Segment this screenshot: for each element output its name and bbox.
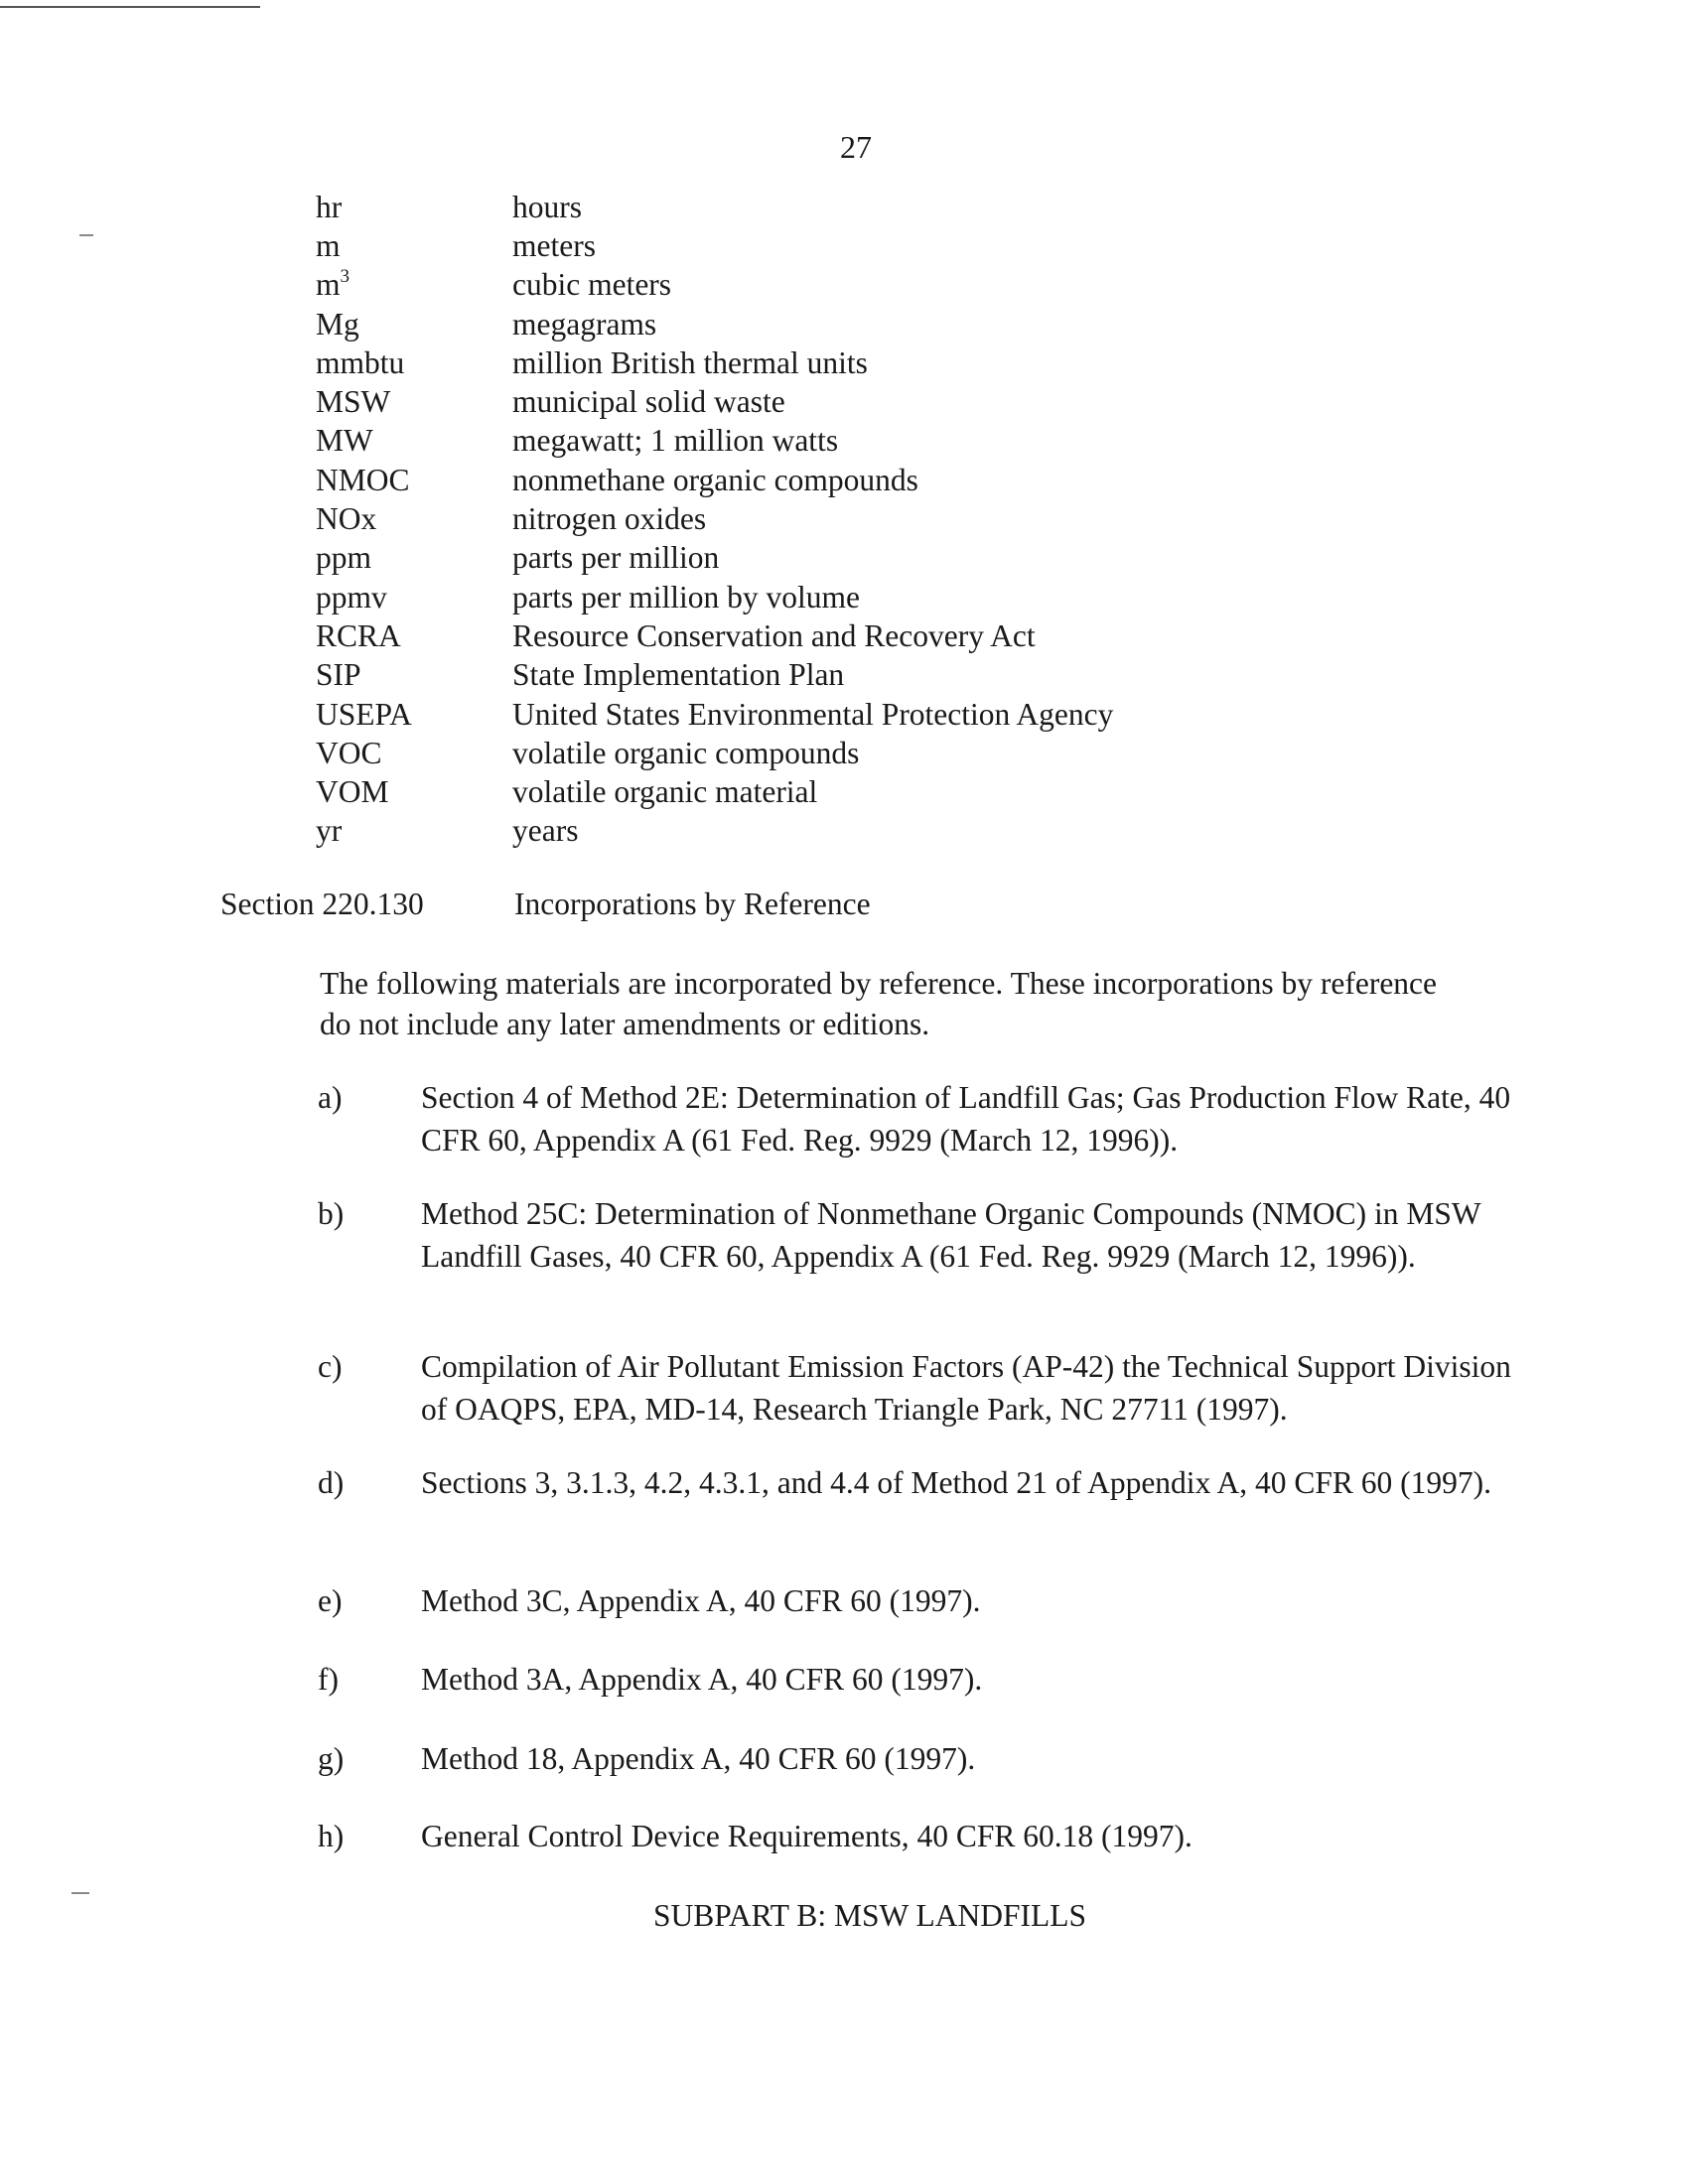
abbreviation-row bbox=[316, 616, 1113, 655]
abbreviation-definition: volatile organic material bbox=[512, 774, 818, 810]
section-number: Section 220.130 bbox=[220, 887, 424, 921]
reference-label: d) bbox=[318, 1465, 345, 1500]
abbreviation-term: MSW bbox=[316, 384, 391, 420]
abbreviation-row bbox=[316, 305, 1113, 343]
abbreviation-term: hr bbox=[316, 189, 343, 224]
abbreviation-term: NOx bbox=[316, 501, 377, 537]
abbreviation-definition: cubic meters bbox=[512, 267, 672, 303]
reference-text: Section 4 of Method 2E: Determination of Landfill Gas; Gas Production Flow Rate, 40 CFR 60, Appendix A (61 Fed. Reg. 9929 (March 12, 1996)). bbox=[421, 1080, 1511, 1158]
abbreviation-row bbox=[316, 499, 1113, 538]
abbreviation-row bbox=[316, 734, 1113, 772]
abbreviation-term: MW bbox=[316, 423, 373, 459]
abbreviation-row bbox=[316, 382, 1113, 421]
reference-label: h) bbox=[318, 1819, 345, 1853]
reference-item bbox=[318, 1737, 1523, 1780]
reference-text: General Control Device Requirements, 40 CFR 60.18 (1997). bbox=[421, 1819, 1193, 1853]
reference-item bbox=[318, 1076, 1523, 1161]
abbreviation-term: yr bbox=[316, 813, 343, 849]
abbreviation-definition: United States Environmental Protection Agency bbox=[512, 696, 1114, 732]
abbreviation-row bbox=[316, 188, 1113, 226]
reference-item bbox=[318, 1579, 1523, 1622]
scan-artifact-line bbox=[0, 6, 260, 8]
abbreviation-definition: parts per million bbox=[512, 540, 720, 576]
subpart-heading: SUBPART B: MSW LANDFILLS bbox=[652, 1898, 1087, 1933]
scan-artifact-mark bbox=[79, 234, 93, 236]
abbreviation-definition: hours bbox=[512, 189, 582, 224]
abbreviation-definition: parts per million by volume bbox=[512, 579, 860, 614]
abbreviation-definition: nitrogen oxides bbox=[512, 501, 707, 537]
abbreviation-definition: years bbox=[512, 813, 579, 849]
reference-text: Method 18, Appendix A, 40 CFR 60 (1997). bbox=[421, 1741, 976, 1776]
reference-item bbox=[318, 1192, 1523, 1278]
reference-text: Compilation of Air Pollutant Emission Factors (AP-42) the Technical Support Division of OAQPS, EPA, MD-14, Research Triangle Park, NC 27711 (1997). bbox=[421, 1349, 1511, 1427]
abbreviation-definition: megagrams bbox=[512, 306, 657, 341]
reference-item bbox=[318, 1345, 1523, 1431]
reference-text: Sections 3, 3.1.3, 4.2, 4.3.1, and 4.4 of Method 21 of Appendix A, 40 CFR 60 (1997). bbox=[421, 1465, 1491, 1500]
abbreviation-row bbox=[316, 461, 1113, 499]
abbreviation-term: ppm bbox=[316, 540, 372, 576]
reference-item bbox=[318, 1461, 1523, 1504]
abbreviation-row bbox=[316, 422, 1113, 461]
abbreviation-definition: volatile organic compounds bbox=[512, 735, 860, 770]
abbreviation-term-base: m bbox=[316, 267, 341, 303]
reference-label: a) bbox=[318, 1080, 343, 1115]
reference-text: Method 3A, Appendix A, 40 CFR 60 (1997). bbox=[421, 1662, 983, 1697]
reference-item bbox=[318, 1815, 1523, 1857]
abbreviation-definition: meters bbox=[512, 227, 596, 263]
reference-text: Method 25C: Determination of Nonmethane Organic Compounds (NMOC) in MSW Landfill Gases, 40 CFR 60, Appendix A (61 Fed. Reg. 9929 (March 12, 1996)). bbox=[421, 1196, 1481, 1274]
abbreviation-row bbox=[316, 343, 1113, 382]
reference-label: b) bbox=[318, 1196, 345, 1231]
reference-label: g) bbox=[318, 1741, 345, 1776]
abbreviation-term-superscript: 3 bbox=[340, 265, 351, 287]
reference-label: c) bbox=[318, 1349, 343, 1384]
abbreviation-definition: State Implementation Plan bbox=[512, 657, 845, 693]
abbreviation-row bbox=[316, 226, 1113, 265]
abbreviations-list bbox=[316, 188, 1113, 851]
abbreviation-term: NMOC bbox=[316, 462, 410, 497]
abbreviation-term: RCRA bbox=[316, 617, 401, 653]
abbreviation-definition: nonmethane organic compounds bbox=[512, 462, 918, 497]
abbreviation-row bbox=[316, 266, 1113, 305]
reference-text: Method 3C, Appendix A, 40 CFR 60 (1997). bbox=[421, 1583, 981, 1618]
abbreviation-row bbox=[316, 812, 1113, 851]
abbreviation-row bbox=[316, 656, 1113, 695]
abbreviation-term: USEPA bbox=[316, 696, 412, 732]
abbreviation-term: mmbtu bbox=[316, 344, 405, 380]
reference-item bbox=[318, 1658, 1523, 1701]
intro-paragraph: The following materials are incorporated by reference. These incorporations by reference do not include any later amendments or editions. bbox=[320, 966, 1438, 1041]
page-number: 27 bbox=[840, 129, 872, 165]
abbreviation-definition: megawatt; 1 million watts bbox=[512, 423, 839, 459]
abbreviation-term: Mg bbox=[316, 306, 359, 341]
abbreviation-term: m bbox=[316, 227, 341, 263]
abbreviation-term: VOC bbox=[316, 735, 382, 770]
abbreviation-term: SIP bbox=[316, 657, 361, 693]
section-heading bbox=[220, 887, 871, 922]
abbreviation-definition: Resource Conservation and Recovery Act bbox=[512, 617, 1036, 653]
abbreviation-row bbox=[316, 695, 1113, 734]
abbreviation-row bbox=[316, 578, 1113, 616]
scan-artifact-mark bbox=[71, 1892, 89, 1894]
abbreviation-definition: municipal solid waste bbox=[512, 384, 785, 420]
abbreviation-term: VOM bbox=[316, 774, 389, 810]
abbreviation-term-with-superscript bbox=[316, 267, 512, 303]
reference-label: e) bbox=[318, 1583, 343, 1618]
abbreviation-row bbox=[316, 772, 1113, 811]
section-title: Incorporations by Reference bbox=[514, 887, 871, 921]
abbreviation-term: ppmv bbox=[316, 579, 387, 614]
abbreviation-definition: million British thermal units bbox=[512, 344, 868, 380]
abbreviation-row bbox=[316, 539, 1113, 578]
reference-label: f) bbox=[318, 1662, 339, 1697]
